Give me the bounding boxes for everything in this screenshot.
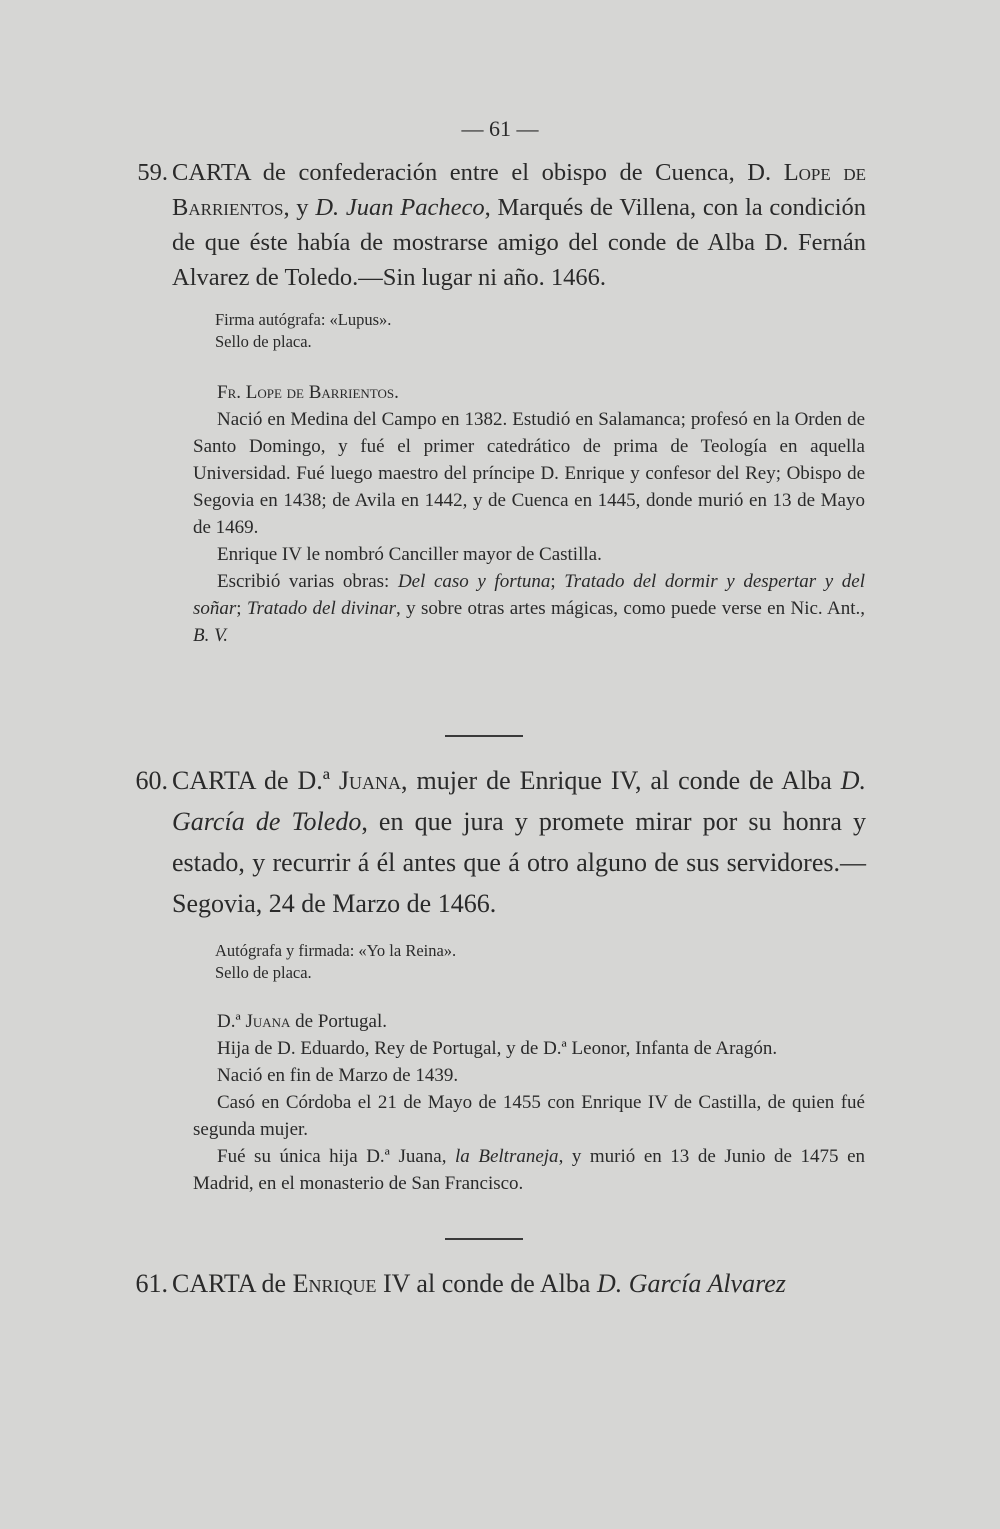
- heading-text: , mujer de Enrique IV, al conde de Alba: [401, 766, 841, 795]
- heading-text: , Marqués de Villena, con la condición de que éste había de mostrarse amigo del conde de Alba D. Fernán Alvarez de Toledo.—Sin lugar ni año. 1466.: [172, 194, 867, 291]
- entry-notes: [215, 940, 815, 984]
- citation: B. V.: [193, 625, 229, 646]
- bio-paragraph: Enrique IV le nombró Canciller mayor de Castilla.: [217, 544, 602, 565]
- bio-name-sc: Juana: [245, 1011, 291, 1032]
- biography: [193, 1008, 865, 1197]
- bio-text: Fué su única hija D.ª Juana,: [217, 1146, 456, 1167]
- entry-61: [0, 1263, 1000, 1304]
- entry-title-word: CARTA: [172, 1269, 256, 1298]
- bio-paragraph: Nació en Medina del Campo en 1382. Estudió en Salamanca; profesó en la Orden de Santo Domingo, y fué el primer catedrático de prima de Teología en aquella Universidad. Fué luego maestro del príncipe D. Enrique y confesor del Rey; Obispo de Segovia en 1438; de Avila en 1442, y de Cuenca en 1445, donde murió en 13 de Mayo de 1469.: [193, 409, 865, 538]
- heading-text: , en que jura y promete mirar por su honra y estado, y recurrir á él antes que á otro alguno de sus servidores.—Segovia, 24 de Marzo de 1466.: [172, 807, 866, 918]
- person-name-italic: D. García Alvarez: [596, 1269, 786, 1298]
- biography: [193, 379, 865, 649]
- bio-text: , y sobre otras artes mágicas, como puede verse en Nic. Ant.,: [395, 598, 865, 619]
- note-line: Sello de placa.: [215, 963, 312, 982]
- bio-text: ;: [550, 571, 565, 592]
- bio-paragraph: Nació en fin de Marzo de 1439.: [217, 1065, 459, 1086]
- heading-text: de confederación entre el obispo de Cuenca, D.: [250, 159, 784, 186]
- entry-notes: [215, 309, 815, 353]
- bio-paragraph-last: [193, 1143, 865, 1197]
- entry-heading: [137, 155, 867, 295]
- entry-number: 60.: [135, 766, 168, 795]
- person-name: Lope de Barrientos: [172, 159, 866, 221]
- person-name: Juana: [338, 766, 402, 795]
- bio-name: [193, 1008, 865, 1035]
- section-divider: [445, 735, 523, 737]
- work-title: Tratado del divinar: [246, 598, 396, 619]
- section-divider: [445, 1238, 523, 1240]
- heading-text: IV al conde de Alba: [376, 1269, 597, 1298]
- bio-name-pre: D.ª: [217, 1011, 246, 1032]
- heading-text: , y: [283, 194, 316, 221]
- heading-text: de D.ª: [255, 766, 339, 795]
- note-line: Firma autógrafa: «Lupus».: [215, 310, 392, 329]
- bio-text: ;: [236, 598, 247, 619]
- entry-60: [0, 760, 1000, 1197]
- heading-text: de: [255, 1269, 293, 1298]
- note-line: Autógrafa y firmada: «Yo la Reina».: [215, 941, 457, 960]
- bio-name-sc: Fr. Lope de Barrientos.: [217, 382, 399, 403]
- person-name-italic: D. Juan Pacheco: [315, 194, 485, 221]
- bio-paragraph-works: [193, 568, 865, 649]
- bio-name-post: de Portugal.: [290, 1011, 387, 1032]
- bio-paragraph: Hija de D. Eduardo, Rey de Portugal, y de D.ª Leonor, Infanta de Aragón.: [217, 1038, 778, 1059]
- entry-heading: [135, 760, 867, 924]
- entry-59: [0, 155, 1000, 649]
- bio-text: , y murió en 13 de Junio de 1475 en Madrid, en el monasterio de San Francisco.: [193, 1146, 865, 1194]
- work-title: Del caso y fortuna: [397, 571, 551, 592]
- entry-number: 59.: [137, 159, 168, 186]
- person-name: Enrique: [292, 1269, 377, 1298]
- note-line: Sello de placa.: [215, 332, 312, 351]
- entry-title-word: CARTA: [172, 766, 256, 795]
- work-title: Tratado del dormir y despertar y del soñar: [193, 571, 865, 619]
- entry-title-word: CARTA: [172, 159, 251, 186]
- nickname: la Beltraneja: [455, 1146, 559, 1167]
- bio-text: Escribió varias obras:: [217, 571, 398, 592]
- page-number: — 61 —: [461, 116, 539, 141]
- entry-number: 61.: [135, 1269, 168, 1298]
- bio-paragraph: Casó en Córdoba el 21 de Mayo de 1455 con Enrique IV de Castilla, de quien fué segunda mujer.: [193, 1092, 865, 1140]
- bio-name: [193, 379, 865, 406]
- entry-heading: [135, 1263, 866, 1304]
- person-name-italic: D. García de Toledo: [172, 766, 867, 836]
